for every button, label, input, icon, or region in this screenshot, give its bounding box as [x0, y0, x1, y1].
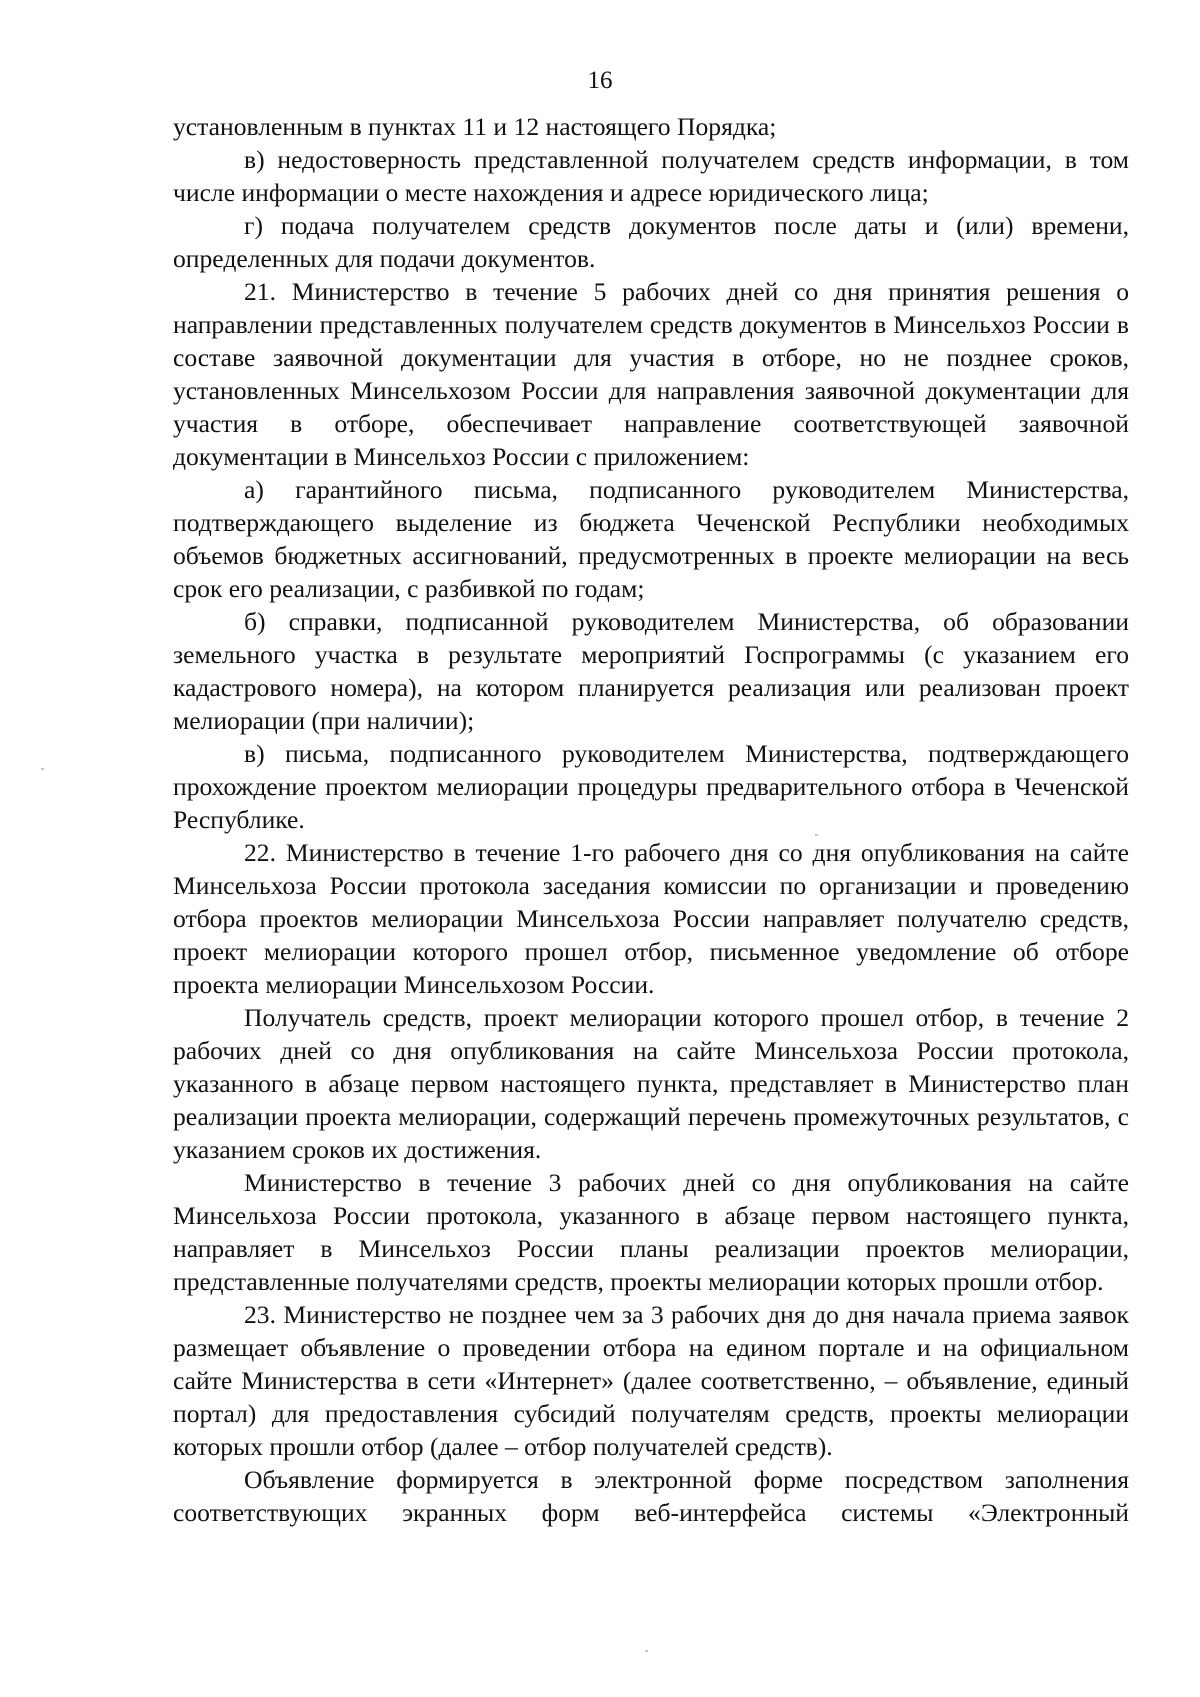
paragraph-item-v: в) недостоверность представленной получателем средств информации, в том числе информации о месте нахождения и адресе юридического лица; [173, 145, 1129, 207]
paragraph-recipient-plan: Получатель средств, проект мелиорации которого прошел отбор, в течение 2 рабочих дней со дня опубликования на сайте Минсельхоза России протокола, указанного в абзаце первом настоящего пункта, представляет в Министерство план реализации проекта мелиорации, содержащий перечень промежуточных результатов, с указанием сроков их достижения. [173, 1003, 1129, 1164]
paragraph-announcement-form: Объявление формируется в электронной форме посредством заполнения соответствующих экранных форм веб-интерфейса системы «Электронный [173, 1465, 1129, 1527]
document-body [173, 110, 1129, 1529]
paragraph-item-v-letter: в) письма, подписанного руководителем Министерства, подтверждающего прохождение проектом мелиорации процедуры предварительного отбора в Чеченской Республике. [173, 739, 1129, 834]
paragraph-item-a: а) гарантийного письма, подписанного руководителем Министерства, подтверждающего выделение из бюджета Чеченской Республики необходимых объемов бюджетных ассигнований, предусмотренных в проекте мелиорации на весь срок его реализации, с разбивкой по годам; [173, 475, 1129, 603]
scan-speck [645, 1650, 648, 1652]
paragraph-ministry-plans: Министерство в течение 3 рабочих дней со дня опубликования на сайте Минсельхоза России протокола, указанного в абзаце первом настоящего пункта, направляет в Минсельхоз России планы реализации проектов мелиорации, представленные получателями средств, проекты мелиорации которых прошли отбор. [173, 1168, 1129, 1296]
paragraph-clause-21: 21. Министерство в течение 5 рабочих дней со дня принятия решения о направлении представленных получателем средств документов в Минсельхоз России в составе заявочной документации для участия в отборе, но не позднее сроков, установленных Минсельхозом России для направления заявочной документации для участия в отборе, обеспечивает направление соответствующей заявочной документации в Минсельхоз России с приложением: [173, 277, 1129, 471]
paragraph-clause-22: 22. Министерство в течение 1-го рабочего дня со дня опубликования на сайте Минсельхоза России протокола заседания комиссии по организации и проведению отбора проектов мелиорации Минсельхоза России направляет получателю средств, проект мелиорации которого прошел отбор, письменное уведомление об отборе проекта мелиорации Минсельхозом России. [173, 838, 1129, 999]
paragraph-clause-23: 23. Министерство не позднее чем за 3 рабочих дня до дня начала приема заявок размещает объявление о проведении отбора на едином портале и на официальном сайте Министерства в сети «Интернет» (далее соответственно, – объявление, единый портал) для предоставления субсидий получателям средств, проекты мелиорации которых прошли отбор (далее – отбор получателей средств). [173, 1300, 1129, 1461]
scan-speck [815, 834, 818, 836]
paragraph-item-b: б) справки, подписанной руководителем Министерства, об образовании земельного участка в результате мероприятий Госпрограммы (с указанием его кадастрового номера), на котором планируется реализация или реализован проект мелиорации (при наличии); [173, 607, 1129, 735]
paragraph-continuation: установленным в пунктах 11 и 12 настоящего Порядка; [173, 112, 777, 141]
scan-speck [41, 768, 44, 770]
paragraph-item-g: г) подача получателем средств документов после даты и (или) времени, определенных для подачи документов. [173, 211, 1129, 273]
page-number: 16 [587, 67, 613, 94]
